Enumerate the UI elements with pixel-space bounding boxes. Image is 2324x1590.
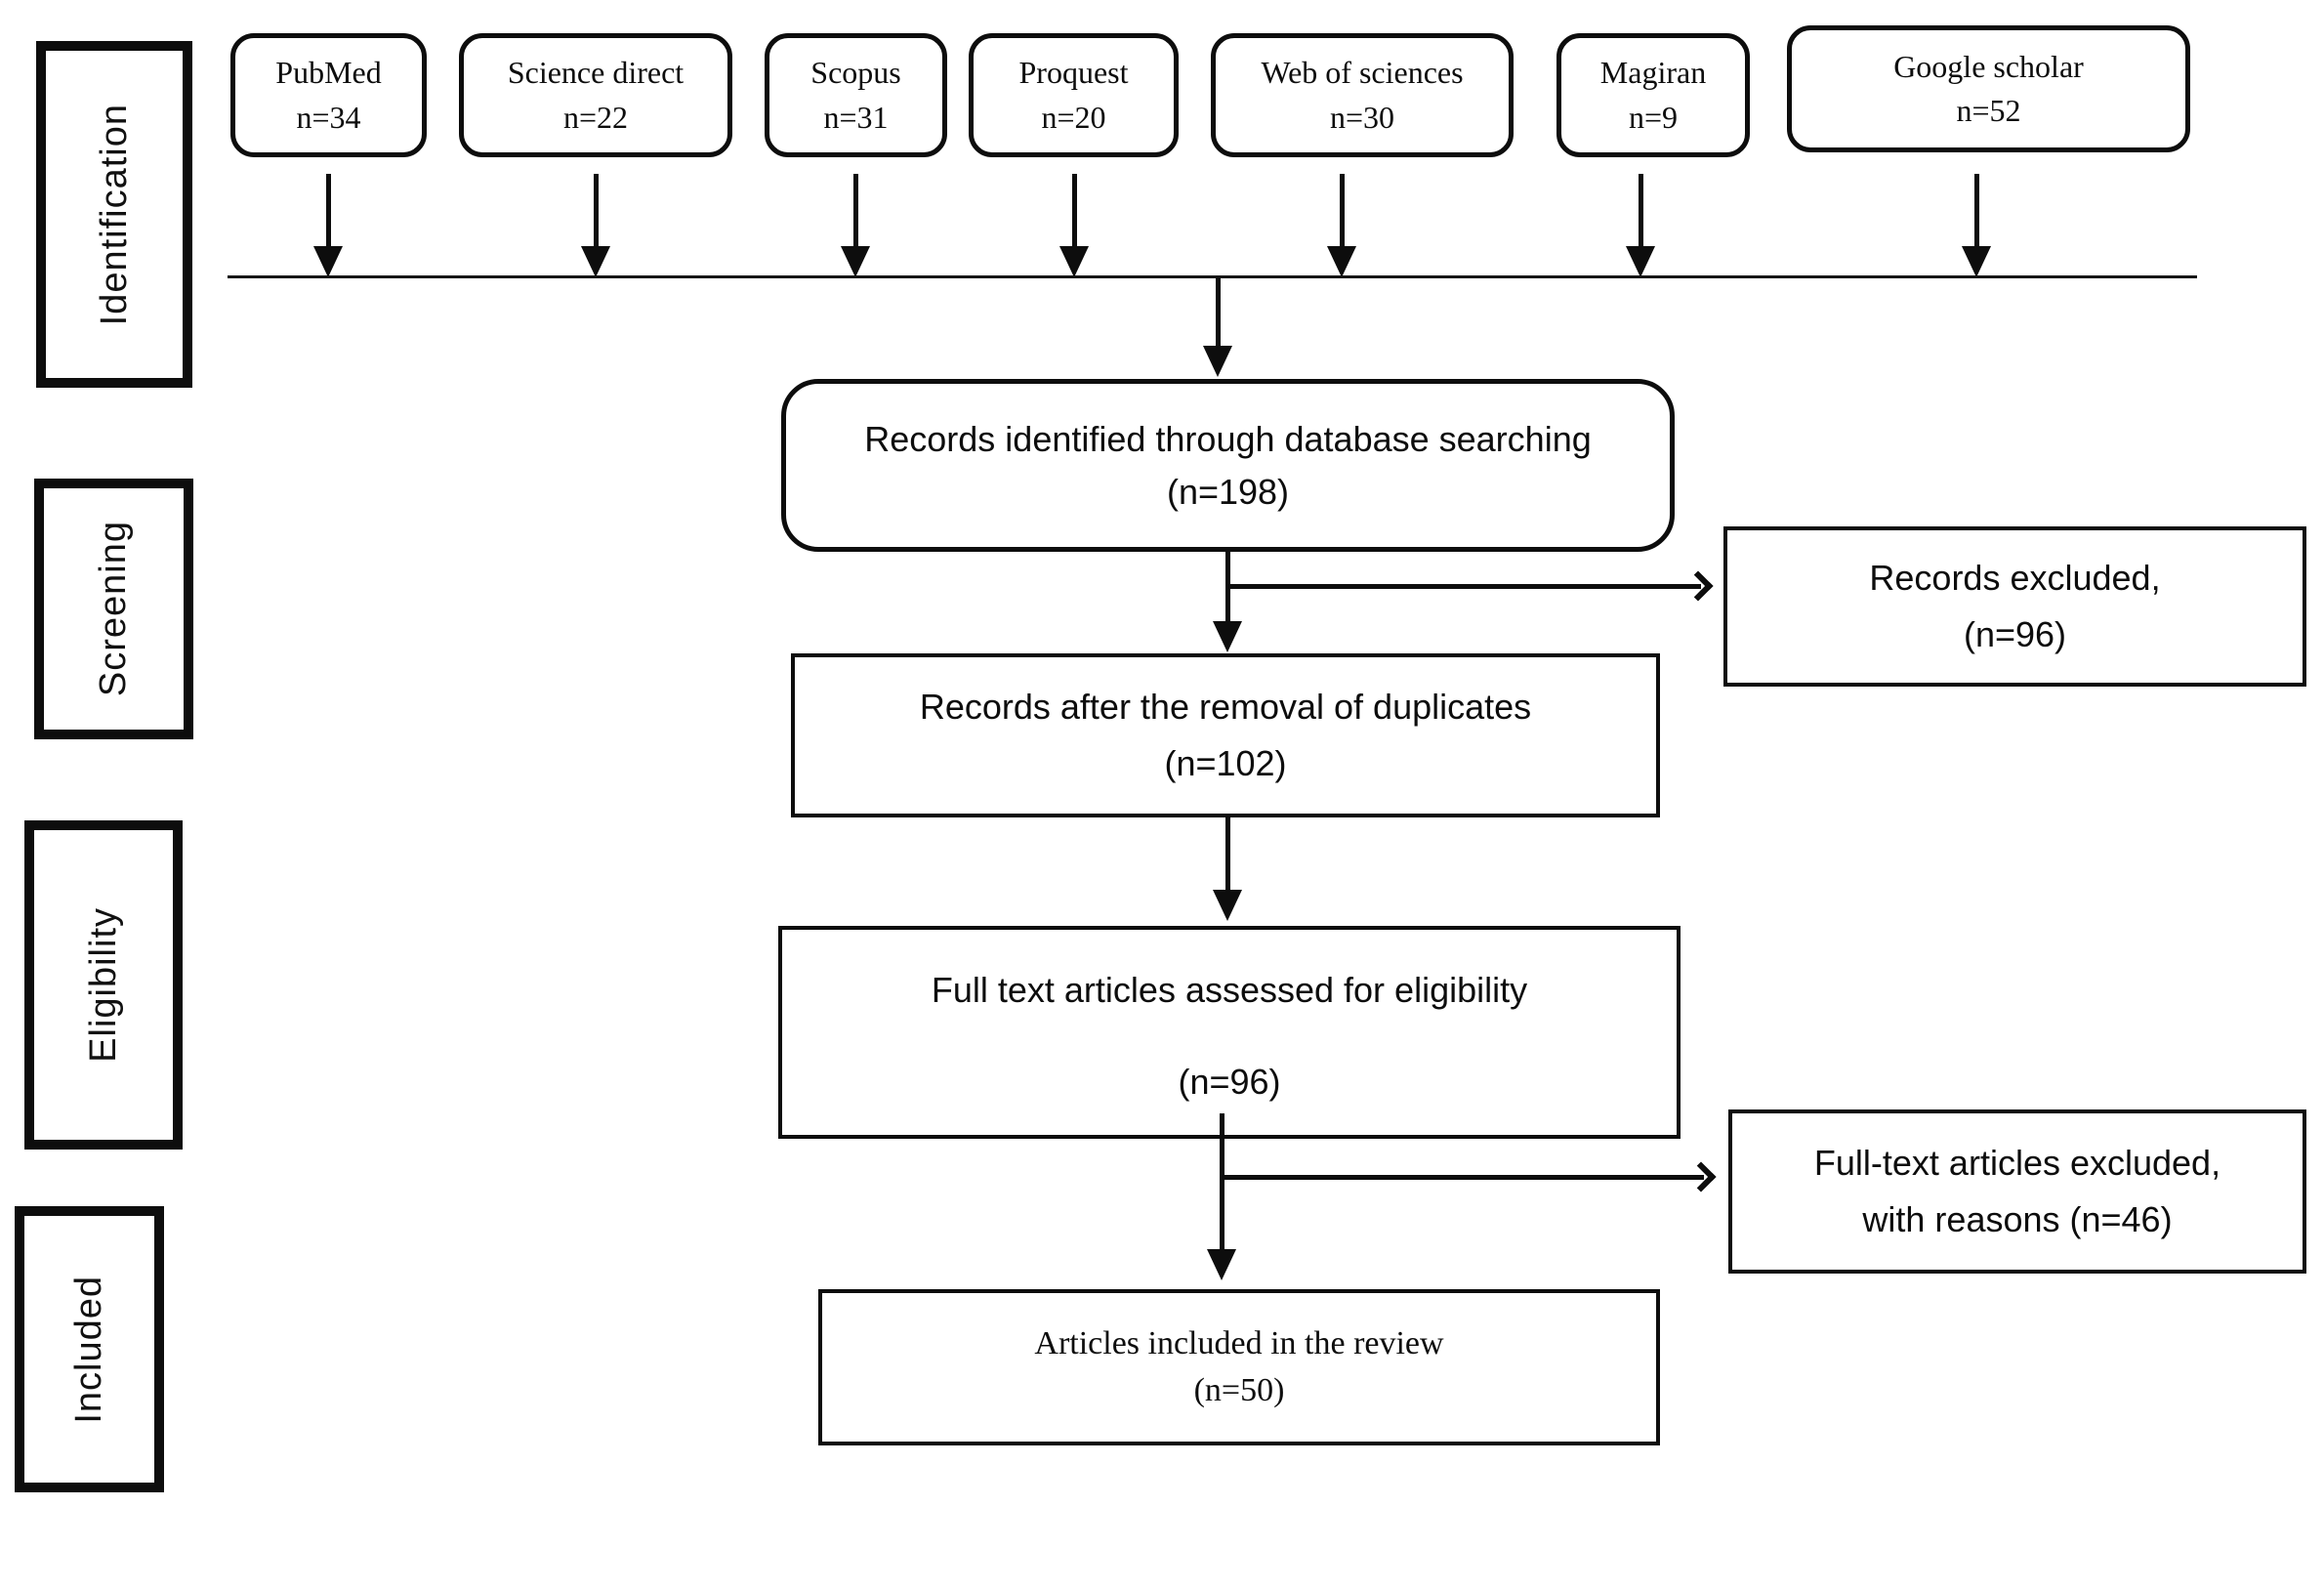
node-line2: (n=96) bbox=[1963, 614, 2067, 654]
arrow-science-direct-head bbox=[581, 246, 610, 277]
node-line1: Records excluded, bbox=[1869, 558, 2161, 598]
branch-to-records-excluded-head bbox=[1682, 570, 1713, 601]
stage-box-screening bbox=[34, 479, 193, 739]
arrow-collector-drop-shaft bbox=[1216, 277, 1221, 348]
arrow-google-scholar-head bbox=[1962, 246, 1991, 277]
branch-to-records-excluded-shaft bbox=[1225, 584, 1701, 589]
source-count: n=34 bbox=[296, 99, 361, 135]
source-box-science-direct bbox=[459, 33, 732, 157]
arrow-duplicates-to-eligibility-head bbox=[1213, 890, 1242, 921]
node-line2: (n=198) bbox=[1166, 472, 1290, 512]
source-name: Google scholar bbox=[1893, 48, 2084, 84]
source-name: Scopus bbox=[810, 55, 901, 91]
source-count: n=52 bbox=[1956, 93, 2021, 128]
node-line2: (n=50) bbox=[1193, 1372, 1285, 1408]
collector-line bbox=[228, 275, 2197, 278]
node-records-identified bbox=[781, 379, 1675, 552]
node-line1: Records after the removal of duplicates bbox=[919, 687, 1532, 727]
arrow-google-scholar-shaft bbox=[1974, 174, 1979, 248]
source-count: n=22 bbox=[562, 99, 629, 135]
arrow-eligibility-to-included-head bbox=[1207, 1249, 1236, 1280]
stage-label-included: Included bbox=[68, 1275, 109, 1424]
source-box-pubmed bbox=[230, 33, 427, 157]
stage-box-identification bbox=[36, 41, 192, 388]
source-name: Proquest bbox=[1018, 55, 1129, 91]
stage-box-included bbox=[15, 1206, 164, 1492]
stage-label-identification: Identification bbox=[93, 103, 135, 326]
node-records-excluded bbox=[1723, 526, 2306, 687]
arrow-pubmed-shaft bbox=[326, 174, 331, 248]
node-eligibility bbox=[778, 926, 1681, 1139]
arrow-science-direct-shaft bbox=[594, 174, 599, 248]
source-count: n=30 bbox=[1329, 99, 1395, 135]
source-count: n=20 bbox=[1041, 99, 1106, 135]
source-box-scopus bbox=[765, 33, 947, 157]
stage-label-eligibility: Eligibility bbox=[82, 907, 124, 1063]
node-line2: with reasons (n=46) bbox=[1862, 1199, 2173, 1239]
node-duplicates-removed bbox=[791, 653, 1660, 817]
arrow-eligibility-to-included-shaft bbox=[1220, 1113, 1224, 1251]
source-count: n=9 bbox=[1628, 99, 1679, 135]
arrow-identified-to-duplicates-head bbox=[1213, 621, 1242, 652]
arrow-web-of-sciences-head bbox=[1327, 246, 1356, 277]
source-count: n=31 bbox=[823, 99, 889, 135]
node-line1: Records identified through database searching bbox=[864, 419, 1592, 459]
arrow-proquest-head bbox=[1059, 246, 1089, 277]
source-box-web-of-sciences bbox=[1211, 33, 1514, 157]
source-box-google-scholar bbox=[1787, 25, 2190, 152]
arrow-web-of-sciences-shaft bbox=[1340, 174, 1345, 248]
node-line2: (n=96) bbox=[1178, 1062, 1281, 1102]
branch-to-fulltext-excluded-head bbox=[1685, 1161, 1716, 1192]
branch-to-fulltext-excluded-shaft bbox=[1220, 1175, 1704, 1180]
source-name: PubMed bbox=[275, 55, 382, 91]
source-name: Magiran bbox=[1599, 55, 1707, 91]
stage-box-eligibility bbox=[24, 820, 183, 1150]
source-box-magiran bbox=[1556, 33, 1750, 157]
node-fulltext-excluded bbox=[1728, 1109, 2306, 1274]
node-line2: (n=102) bbox=[1164, 743, 1287, 783]
arrow-scopus-shaft bbox=[853, 174, 858, 248]
arrow-pubmed-head bbox=[313, 246, 343, 277]
arrow-proquest-shaft bbox=[1072, 174, 1077, 248]
arrow-magiran-shaft bbox=[1639, 174, 1643, 248]
arrow-collector-drop-head bbox=[1203, 346, 1232, 377]
arrow-duplicates-to-eligibility-shaft bbox=[1225, 817, 1230, 892]
stage-label-screening: Screening bbox=[93, 521, 134, 697]
node-included bbox=[818, 1289, 1660, 1445]
arrow-scopus-head bbox=[841, 246, 870, 277]
node-line1: Full text articles assessed for eligibility bbox=[931, 970, 1528, 1010]
node-line1: Articles included in the review bbox=[1034, 1325, 1444, 1361]
source-box-proquest bbox=[969, 33, 1179, 157]
node-line1: Full-text articles excluded, bbox=[1813, 1143, 2221, 1183]
source-name: Science direct bbox=[507, 55, 685, 91]
arrow-magiran-head bbox=[1626, 246, 1655, 277]
source-name: Web of sciences bbox=[1261, 55, 1464, 91]
